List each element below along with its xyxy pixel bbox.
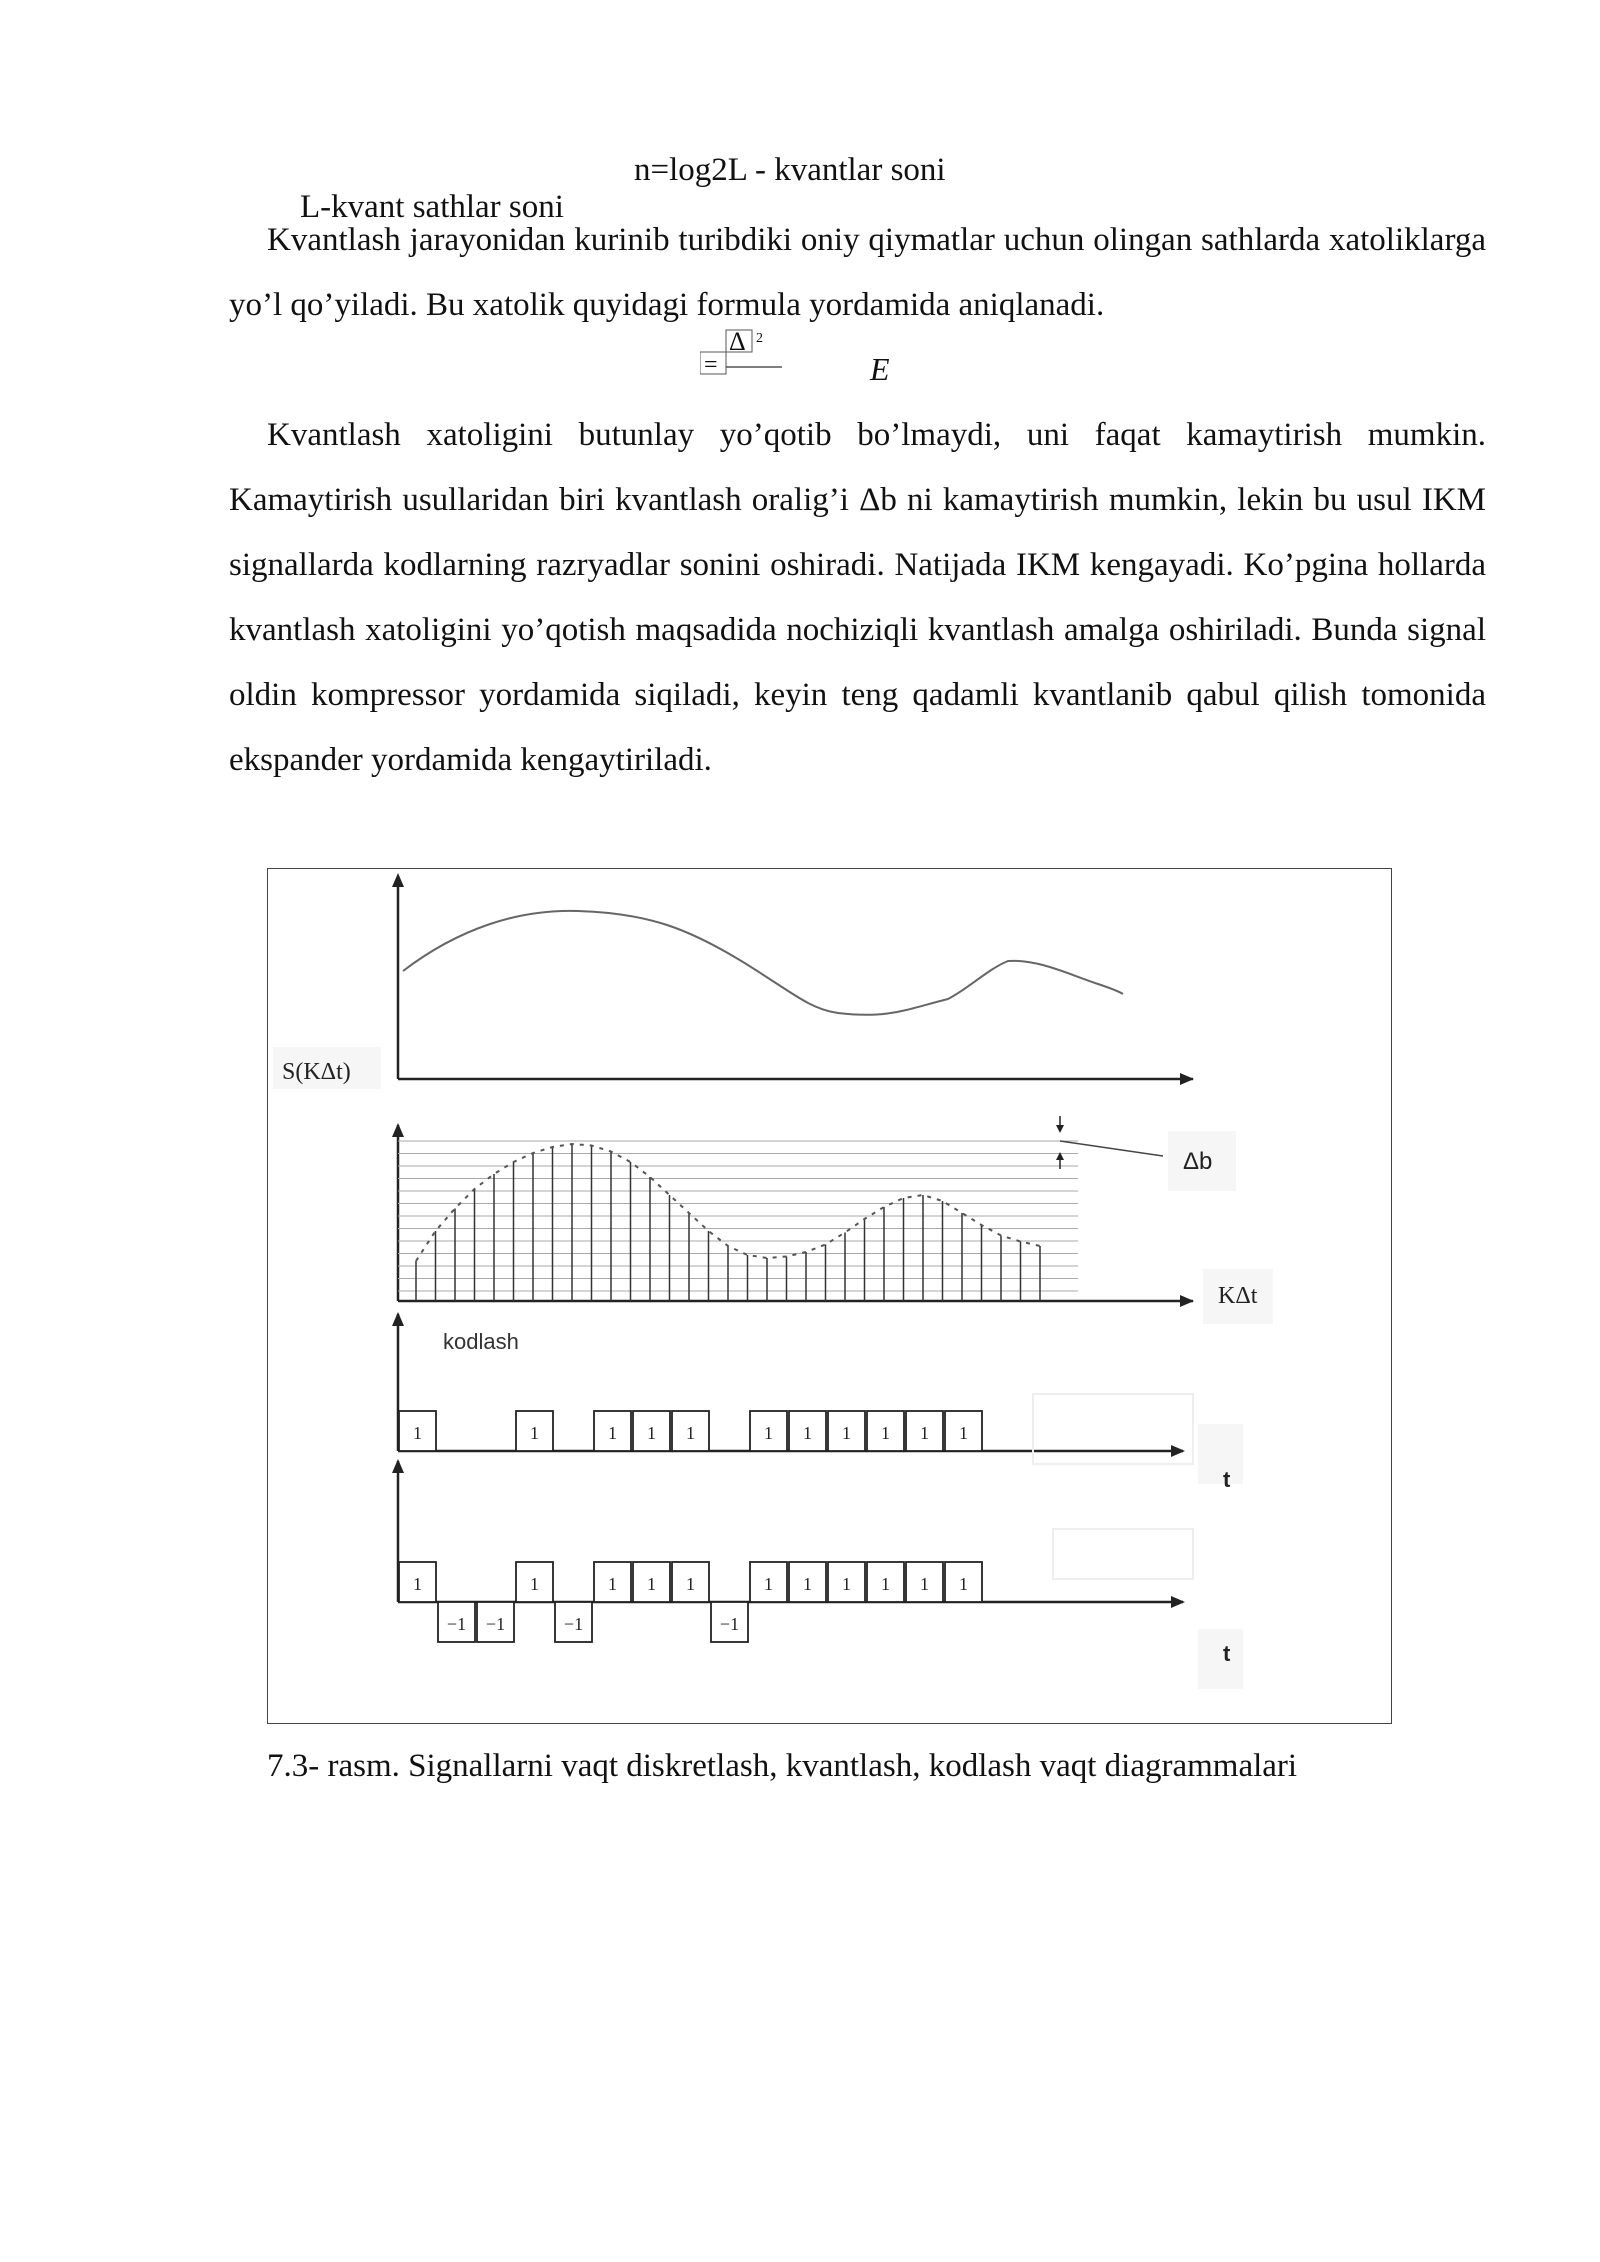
figure-caption: 7.3- rasm. Signallarni vaqt diskretlash, kvantlash, kodlash vaqt diagrammalari bbox=[267, 1748, 1298, 1784]
binary-code-x-arrow bbox=[1171, 1445, 1185, 1457]
code-value: 1 bbox=[764, 1423, 773, 1443]
bipolar-code-y-arrow bbox=[392, 1459, 404, 1473]
code-value: 1 bbox=[842, 1423, 851, 1443]
code-value: 1 bbox=[647, 1423, 656, 1443]
k-delta-t-label: KΔt bbox=[1218, 1283, 1258, 1309]
delta-b-label: Δb bbox=[1183, 1148, 1213, 1175]
levels-count-text: L-kvant sathlar soni bbox=[300, 189, 564, 225]
code-value: 1 bbox=[920, 1423, 929, 1443]
error-formula bbox=[700, 322, 900, 392]
signal-label: S(KΔt) bbox=[282, 1059, 351, 1085]
code-value: −1 bbox=[446, 1614, 467, 1634]
formula-equals: = bbox=[704, 352, 718, 378]
code-value: −1 bbox=[485, 1614, 506, 1634]
formula-delta: Δ bbox=[729, 327, 746, 356]
bipolar-code-panel bbox=[392, 1459, 1185, 1642]
bipolar-code-x-arrow bbox=[1171, 1596, 1185, 1608]
code-value: 1 bbox=[413, 1423, 422, 1443]
code-value: 1 bbox=[959, 1574, 968, 1594]
analog-signal-curve bbox=[403, 911, 1123, 1015]
timing-diagram-figure bbox=[267, 868, 1392, 1724]
code-value: −1 bbox=[563, 1614, 584, 1634]
code-value: 1 bbox=[608, 1423, 617, 1443]
code-value: 1 bbox=[530, 1574, 539, 1594]
code-value: 1 bbox=[413, 1574, 422, 1594]
formula-power: 2 bbox=[756, 331, 763, 346]
time-label-1: t bbox=[1223, 1467, 1231, 1492]
code-value: 1 bbox=[881, 1423, 890, 1443]
code-value: 1 bbox=[920, 1574, 929, 1594]
paragraph-reduction: Kvantlash xatoligini butunlay yo’qotib bo’lmaydi, uni faqat kamaytirish mumkin. Kamaytirish usullaridan biri kvantlash oralig’i Δb ni kamaytirish mumkin, lekin bu usul IKM signallarda kodlarning razryadlar sonini oshiradi. Natijada IKM kengayadi. Ko’pgina hollarda kvantlash xatoligini yo’qotish maqsadida nochiziqli kvantlash amalga oshiriladi. Bunda signal oldin kompressor yordamida siqiladi, keyin teng qadamli kvantlanib qabul qilish tomonida ekspander yordamida kengaytiriladi. bbox=[229, 417, 1486, 778]
code-value: 1 bbox=[686, 1574, 695, 1594]
code-value: 1 bbox=[803, 1423, 812, 1443]
timing-diagram bbox=[268, 869, 1390, 1722]
code-value: 1 bbox=[530, 1423, 539, 1443]
code-value: 1 bbox=[842, 1574, 851, 1594]
code-value: −1 bbox=[719, 1614, 740, 1634]
quanta-count-text: n=log2L - kvantlar soni bbox=[634, 152, 946, 188]
coding-label: kodlash bbox=[443, 1329, 519, 1354]
code-value: 1 bbox=[959, 1423, 968, 1443]
sampled-signal-panel bbox=[392, 1116, 1194, 1307]
analog-signal-panel bbox=[392, 873, 1194, 1085]
delta-b-arrowhead-top bbox=[1056, 1125, 1064, 1133]
paragraph-error-intro: Kvantlash jarayonidan kurinib turibdiki oniy qiymatlar uchun olingan sathlarda xatoliklarga yo’l qo’yiladi. Bu xatolik quyidagi formula yordamida aniqlanadi. bbox=[229, 222, 1486, 323]
code-value: 1 bbox=[608, 1574, 617, 1594]
sampled-x-arrow bbox=[1180, 1295, 1194, 1307]
formula-symbol: E bbox=[870, 351, 890, 387]
binary-code-y-arrow bbox=[392, 1312, 404, 1326]
sampled-y-arrow bbox=[392, 1123, 404, 1137]
code-value: 1 bbox=[764, 1574, 773, 1594]
time-label-2: t bbox=[1223, 1641, 1231, 1666]
code-value: 1 bbox=[803, 1574, 812, 1594]
code-value: 1 bbox=[881, 1574, 890, 1594]
quantized-envelope bbox=[416, 1144, 1040, 1261]
code-value: 1 bbox=[686, 1423, 695, 1443]
code-value: 1 bbox=[647, 1574, 656, 1594]
